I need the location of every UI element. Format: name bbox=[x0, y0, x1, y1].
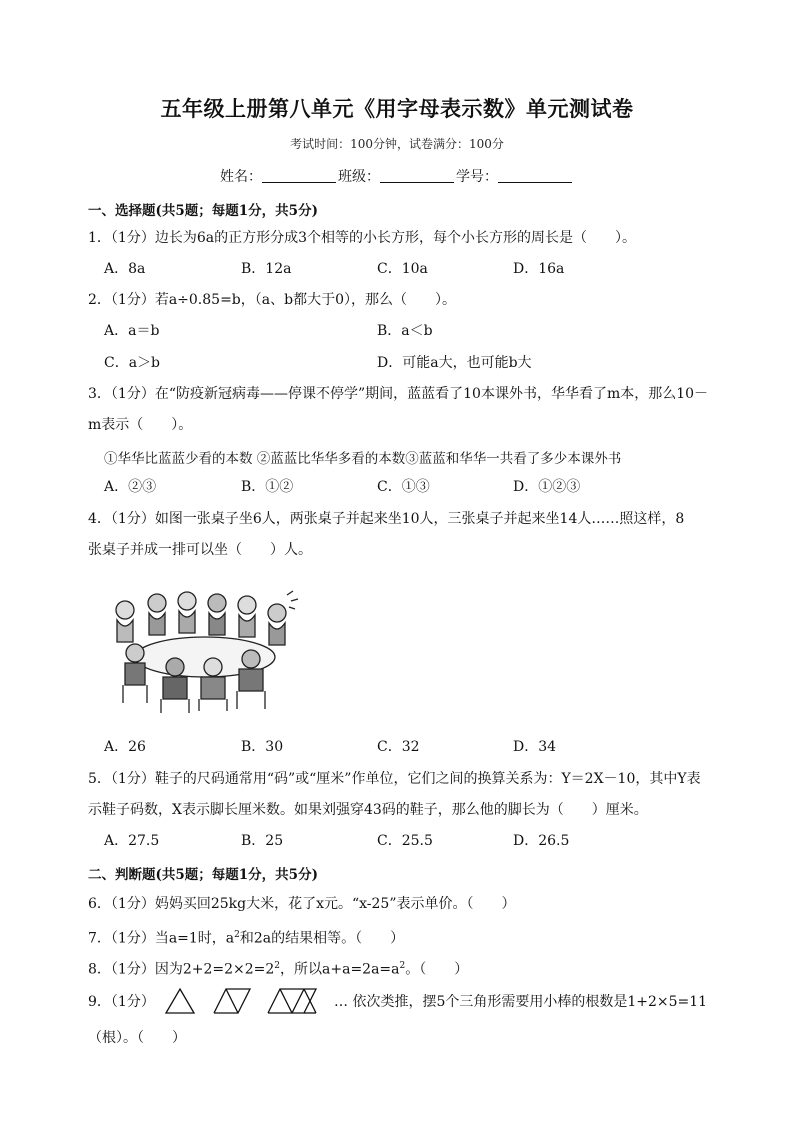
class-blank[interactable] bbox=[380, 168, 454, 183]
exam-info: 考试时间：100分钟，试卷满分：100分 bbox=[290, 137, 504, 151]
section-heading-choice: 一、选择题(共5题；每题1分，共5分) bbox=[88, 203, 318, 219]
q2-option-b[interactable]: B．a＜b bbox=[377, 323, 433, 339]
question-5-stem-line2: 示鞋子码数，X表示脚长厘米数。如果刘强穿43码的鞋子，那么他的脚长为（ ）厘米。 bbox=[88, 802, 648, 818]
q1-option-a[interactable]: A．8a bbox=[104, 261, 146, 277]
question-5-stem-line1: 5．（1分）鞋子的尺码通常用“码”或“厘米”作单位，它们之间的换算关系为：Y＝2X－10，其中Y表 bbox=[88, 771, 701, 787]
q3-option-d[interactable]: D．①②③ bbox=[513, 479, 581, 495]
two-triangles-icon bbox=[212, 987, 256, 1015]
section-heading-judge: 二、判断题(共5题；每题1分，共5分) bbox=[88, 867, 318, 883]
q3-option-b[interactable]: B．①② bbox=[241, 479, 294, 495]
question-4-stem-line1: 4．（1分）如图一张桌子坐6人，两张桌子并起来坐10人，三张桌子并起来坐14人……照这样，8 bbox=[88, 511, 685, 527]
q3-option-a[interactable]: A．②③ bbox=[104, 479, 157, 495]
question-4-stem-line2: 张桌子并成一排可以坐（ ）人。 bbox=[88, 542, 312, 558]
student-info-row bbox=[0, 166, 794, 186]
q8-exponent-2: 2 bbox=[399, 961, 406, 971]
question-8-stem bbox=[88, 957, 708, 979]
q1-option-c[interactable]: C．10a bbox=[377, 261, 428, 277]
q7-text-a: 7．（1分）当a=1时，a bbox=[88, 930, 235, 947]
q3-option-c[interactable]: C．①③ bbox=[377, 479, 430, 495]
question-6-stem: 6．（1分）妈妈买回25kg大米，花了x元。“x-25”表示单价。（ ） bbox=[88, 896, 516, 912]
question-3-stem-line2: m表示（ ）。 bbox=[88, 417, 193, 433]
q2-option-d[interactable]: D．可能a大，也可能b大 bbox=[377, 355, 532, 371]
q4-option-d[interactable]: D．34 bbox=[513, 739, 557, 755]
name-label: 姓名： bbox=[220, 169, 262, 185]
number-blank[interactable] bbox=[498, 168, 572, 183]
q5-option-b[interactable]: B．25 bbox=[241, 833, 284, 849]
q7-text-b: 和2a的结果相等。（ ） bbox=[239, 930, 405, 947]
number-label: 学号： bbox=[456, 169, 498, 185]
q1-option-b[interactable]: B．12a bbox=[241, 261, 292, 277]
one-triangle-icon bbox=[164, 987, 196, 1015]
q4-option-b[interactable]: B．30 bbox=[241, 739, 284, 755]
q4-option-a[interactable]: A．26 bbox=[104, 739, 146, 755]
q7-exponent: 2 bbox=[234, 930, 240, 940]
page-title: 五年级上册第八单元《用字母表示数》单元测试卷 bbox=[160, 96, 634, 121]
question-3-stem-line1: 3．（1分）在“防疫新冠病毒——停课不停学”期间，蓝蓝看了10本课外书，华华看了m本，那么10－ bbox=[88, 386, 709, 402]
q8-text-c: 。（ ） bbox=[405, 961, 469, 978]
q2-option-c[interactable]: C．a＞b bbox=[104, 355, 161, 371]
q1-option-d[interactable]: D．16a bbox=[513, 261, 565, 277]
q5-option-a[interactable]: A．27.5 bbox=[104, 833, 160, 849]
q8-exponent-1: 2 bbox=[274, 961, 281, 971]
three-triangles-icon bbox=[266, 987, 322, 1015]
q8-text-a: 8．（1分）因为2+2=2×2=2 bbox=[88, 961, 275, 978]
question-9-label: 9．（1分） bbox=[88, 994, 155, 1010]
q5-option-c[interactable]: C．25.5 bbox=[377, 833, 433, 849]
question-2-stem: 2．（1分）若a÷0.85=b，（a、b都大于0），那么（ ）。 bbox=[88, 292, 456, 308]
question-7-stem bbox=[88, 926, 708, 948]
question-9-line2: （根）。（ ） bbox=[88, 1030, 186, 1046]
q8-text-b: ，所以a+a=2a=a bbox=[280, 961, 400, 978]
question-3-statements: ①华华比蓝蓝少看的本数 ②蓝蓝比华华多看的本数③蓝蓝和华华一共看了多少本课外书 bbox=[104, 451, 622, 467]
question-1-stem: 1．（1分）边长为6a的正方形分成3个相等的小长方形，每个小长方形的周长是（ ）。 bbox=[88, 230, 636, 246]
q5-option-d[interactable]: D．26.5 bbox=[513, 833, 570, 849]
children-at-table-illustration bbox=[105, 585, 300, 715]
class-label: 班级： bbox=[338, 169, 380, 185]
question-9-text: … 依次类推，摆5个三角形需要用小棒的根数是1+2×5=11 bbox=[334, 994, 708, 1010]
q2-option-a[interactable]: A．a＝b bbox=[104, 323, 160, 339]
name-blank[interactable] bbox=[262, 168, 336, 183]
q4-option-c[interactable]: C．32 bbox=[377, 739, 420, 755]
